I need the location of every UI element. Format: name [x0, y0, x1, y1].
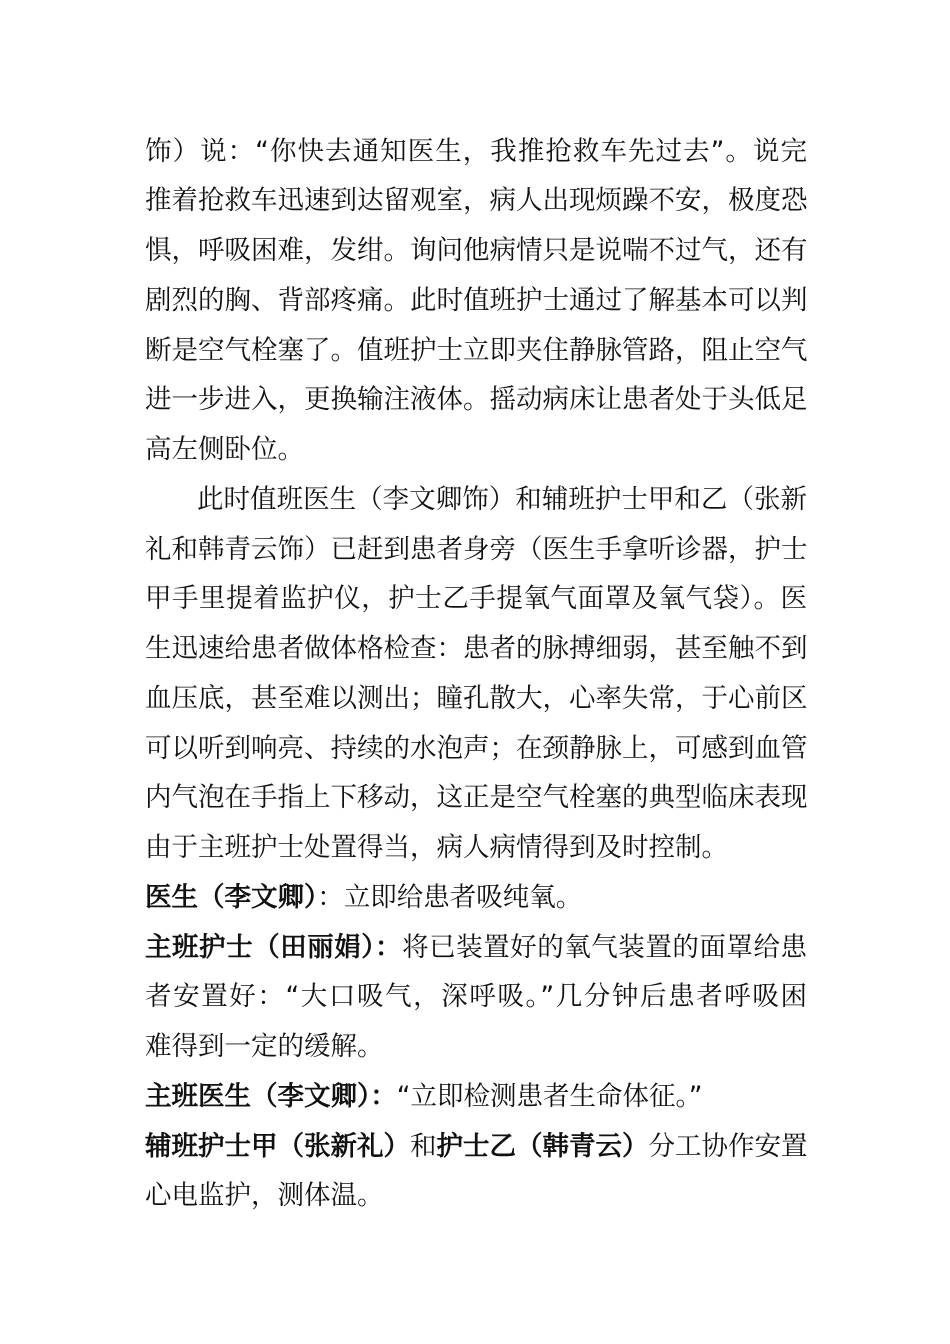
paragraph-line: 内气泡在手指上下移动，这正是空气栓塞的典型临床表现	[145, 782, 808, 813]
conjunction: 和	[410, 1131, 437, 1162]
dialogue-text: 将已装置好的氧气装置的面罩给患	[402, 932, 807, 963]
paragraph-line: 甲手里提着监护仪，护士乙手提氧气面罩及氧气袋）。医	[145, 583, 807, 614]
paragraph-line: 进一步进入，更换输注液体。摇动病床让患者处于头低足	[145, 384, 808, 415]
dialogue-line-nurses	[145, 1131, 807, 1163]
speaker-label: 医生（李文卿）	[145, 882, 318, 913]
dialogue-text: ：立即给患者吸纯氧。	[317, 882, 583, 913]
speaker-label: 主班医生（李文卿）：	[145, 1081, 397, 1112]
paragraph-line: 由于主班护士处置得当，病人病情得到及时控制。	[145, 832, 728, 863]
speaker-label: 护士乙（韩青云）	[436, 1131, 649, 1162]
dialogue-text: “立即检测患者生命体征。”	[396, 1081, 703, 1112]
paragraph-line: 生迅速给患者做体格检查：患者的脉搏细弱，甚至触不到	[145, 633, 808, 664]
paragraph-line: 剧烈的胸、背部疼痛。此时值班护士通过了解基本可以判	[145, 285, 808, 316]
paragraph-line: 者安置好：“大口吸气，深呼吸。”几分钟后患者呼吸困	[145, 981, 807, 1012]
paragraph-line: 高左侧卧位。	[145, 434, 304, 465]
paragraph-line: 惧，呼吸困难，发绀。询问他病情只是说喘不过气，还有	[145, 235, 808, 266]
paragraph-line: 难得到一定的缓解。	[145, 1031, 384, 1062]
paragraph-line: 此时值班医生（李文卿饰）和辅班护士甲和乙（张新	[197, 484, 807, 515]
speaker-label: 辅班护士甲（张新礼）	[145, 1131, 410, 1162]
paragraph-line: 血压底，甚至难以测出；瞳孔散大，心率失常，于心前区	[145, 683, 808, 714]
paragraph-line: 饰）说：“你快去通知医生，我推抢救车先过去”。说完	[145, 136, 807, 167]
dialogue-text: 分工协作安置	[648, 1131, 808, 1162]
paragraph-line: 礼和韩青云饰）已赶到患者身旁（医生手拿听诊器，护士	[145, 534, 808, 565]
paragraph-line: 断是空气栓塞了。值班护士立即夹住静脉管路，阻止空气	[145, 335, 808, 366]
dialogue-line-doctor	[145, 882, 807, 914]
paragraph-line: 推着抢救车迅速到达留观室，病人出现烦躁不安，极度恐	[145, 185, 808, 216]
speaker-label: 主班护士（田丽娟）：	[145, 932, 403, 963]
paragraph-line: 心电监护，测体温。	[145, 1180, 384, 1211]
dialogue-line-nurse	[145, 932, 807, 964]
paragraph-line: 可以听到响亮、持续的水泡声；在颈静脉上，可感到血管	[145, 733, 808, 764]
dialogue-line-main-doctor	[145, 1081, 807, 1113]
